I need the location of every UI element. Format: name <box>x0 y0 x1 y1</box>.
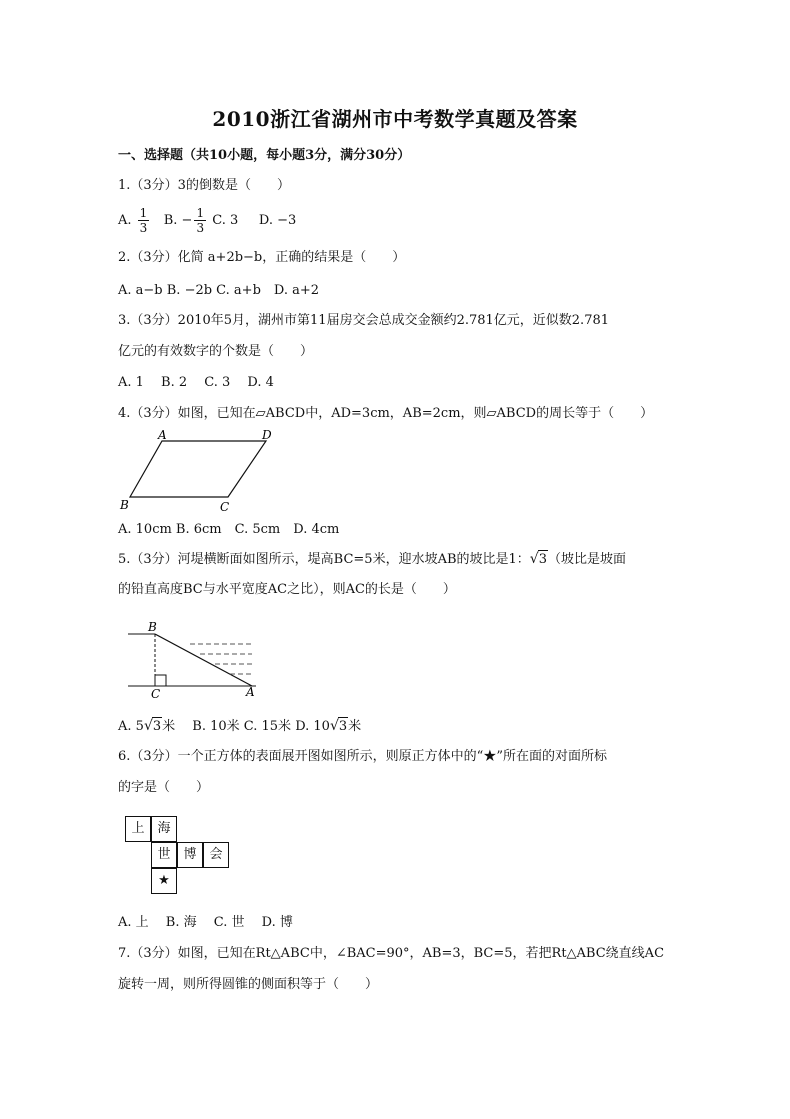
net-cell-bo: 博 <box>177 842 203 868</box>
q3-stem-line1: 3.（3分）2010年5月，湖州市第11届房交会总成交金额约2.781亿元，近似数2.781 <box>118 313 610 328</box>
parallelogram-figure <box>114 427 284 517</box>
parallelogram-shape <box>130 441 266 497</box>
q5-sqrt: 3 <box>538 552 547 567</box>
slope-line-AB <box>155 634 252 686</box>
q1-b-label: B. − <box>163 213 193 228</box>
net-cell-hai: 海 <box>151 816 177 842</box>
q6-stem-line1: 6.（3分）一个正方体的表面展开图如图所示，则原正方体中的“★”所在面的对面所标 <box>118 749 607 764</box>
cube-net-figure <box>125 816 235 896</box>
q5-stem-line1: 5.（3分）河堤横断面如图所示，堤高BC=5米，迎水坡AB的坡比是1：√3（坡比是坡面 <box>118 551 627 567</box>
section-heading: 一、选择题（共10小题，每小题3分，满分30分） <box>118 148 411 163</box>
q4-options: A. 10cm B. 6cm C. 5cm D. 4cm <box>118 522 340 537</box>
q7-stem-line1: 7.（3分）如图，已知在Rt△ABC中，∠BAC=90°，AB=3，BC=5，若把Rt△ABC绕直线AC <box>118 946 665 961</box>
q5-opt-a-sqrt: 3 <box>152 719 162 734</box>
q6-stem-line2: 的字是（ ） <box>118 780 210 795</box>
q6-options: A. 上 B. 海 C. 世 D. 博 <box>118 915 293 930</box>
q2-options: A. a−b B. −2b C. a+b D. a+2 <box>118 283 320 298</box>
q7-stem-line2: 旋转一周，则所得圆锥的侧面积等于（ ） <box>118 977 379 992</box>
label-C: C <box>151 687 161 700</box>
label-A: A <box>246 685 255 699</box>
net-cell-hui: 会 <box>203 842 229 868</box>
q1-b-fraction: $\frac{1}{3}$ <box>196 206 205 235</box>
q5-options: A. 5√3米 B. 10米 C. 15米 D. 10√3米 <box>118 718 362 734</box>
label-B: B <box>148 620 157 634</box>
q5-opt-d-sqrt: 3 <box>338 719 348 734</box>
q1-c: C. 3 <box>212 213 239 228</box>
q1-a-fraction: $\frac{1}{3}$ <box>139 206 148 235</box>
net-cell-star: ★ <box>151 868 177 894</box>
q1-a-label: A. <box>118 213 132 228</box>
net-cell-shi: 世 <box>151 842 177 868</box>
right-angle-mark <box>155 675 166 686</box>
embankment-figure <box>120 618 270 700</box>
q1-stem: 1.（3分）3的倒数是（ ） <box>118 178 290 193</box>
q3-stem-line2: 亿元的有效数字的个数是（ ） <box>118 344 314 359</box>
q1-d: D. −3 <box>258 213 297 228</box>
label-D: D <box>262 428 272 442</box>
label-C: C <box>220 500 230 514</box>
q3-options: A. 1 B. 2 C. 3 D. 4 <box>118 375 274 390</box>
q1-options <box>118 204 296 238</box>
q5-stem-line2: 的铅直高度BC与水平宽度AC之比），则AC的长是（ ） <box>118 582 456 597</box>
page-title: 2010浙江省湖州市中考数学真题及答案 <box>212 107 578 131</box>
label-A: A <box>158 428 167 442</box>
q4-stem: 4.（3分）如图，已知在▱ABCD中，AD=3cm，AB=2cm，则▱ABCD的周长等于（ ） <box>118 406 654 421</box>
q2-stem: 2.（3分）化简 a+2b−b，正确的结果是（ ） <box>118 250 406 265</box>
net-cell-shang: 上 <box>125 816 151 842</box>
label-B: B <box>120 498 129 512</box>
